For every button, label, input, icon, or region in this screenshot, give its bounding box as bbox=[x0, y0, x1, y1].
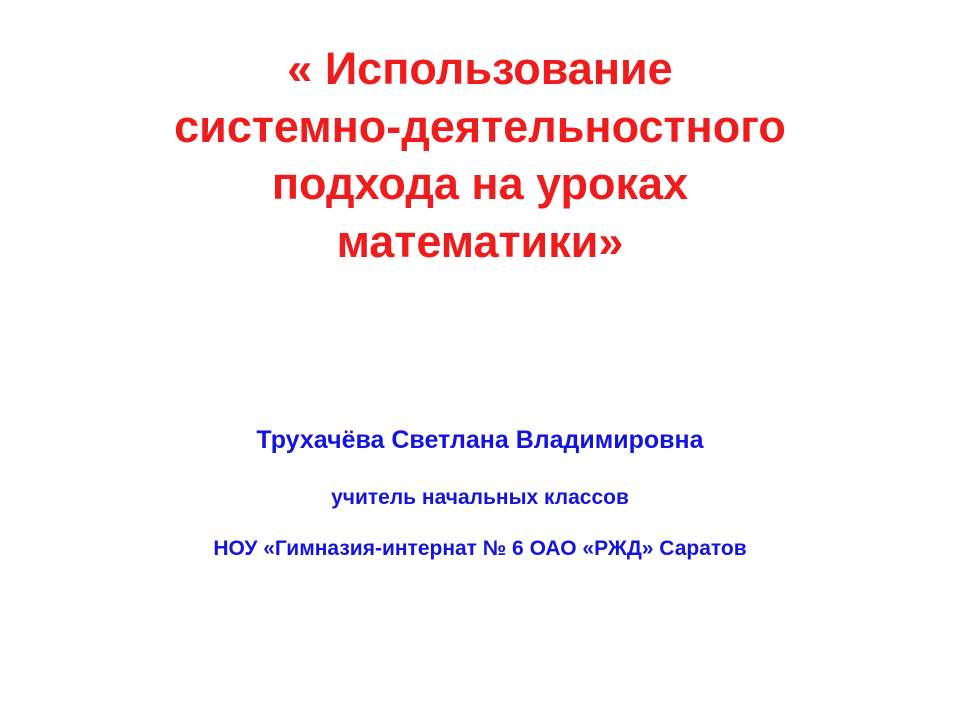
title-line-3: подхода на уроках bbox=[271, 158, 689, 210]
title-line-2: системно-деятельностного bbox=[174, 100, 786, 152]
title-line-4: математики» bbox=[336, 215, 624, 267]
title-line-1: « Использование bbox=[287, 43, 673, 94]
author-role: учитель начальных классов bbox=[331, 486, 629, 509]
slide-title bbox=[40, 40, 920, 270]
author-name: Трухачёва Светлана Владимировна bbox=[256, 426, 704, 454]
slide-subtitle-block bbox=[60, 425, 900, 564]
author-institution: НОУ «Гимназия-интернат № 6 ОАО «РЖД» Саратов bbox=[213, 537, 747, 561]
